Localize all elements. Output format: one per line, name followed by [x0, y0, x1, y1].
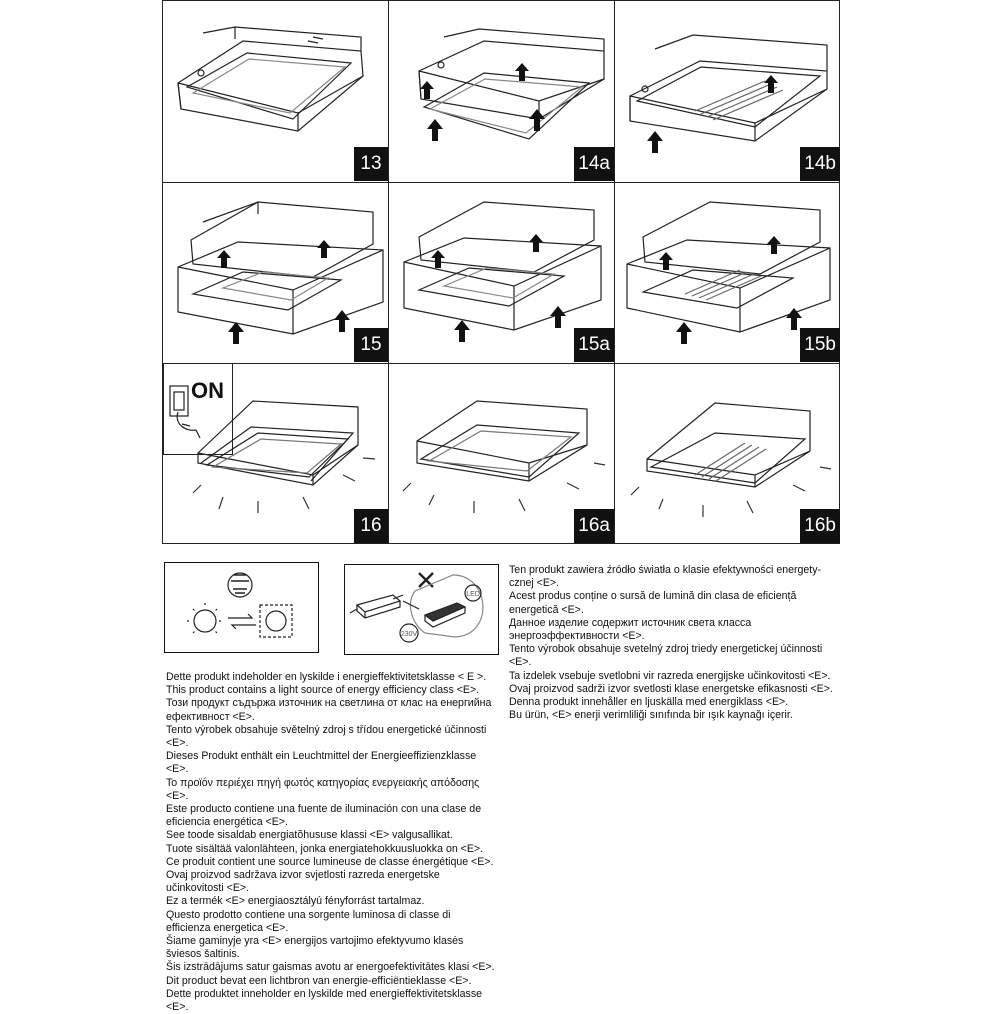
- energy-class-line: šviesos šaltinis.: [166, 948, 240, 961]
- energy-class-line: Questo prodotto contiene una sorgente luminosa di classe di: [166, 908, 451, 921]
- step-16b-panel: [615, 363, 841, 544]
- energy-class-line: Bu ürün, <E> enerji verimliliği sınıfında bir ışık kaynağı içerir.: [509, 709, 793, 722]
- energy-class-line: Dieses Produkt enthält ein Leuchtmittel der Energieeffizienzklasse: [166, 750, 477, 763]
- energy-class-line: <E>.: [509, 656, 532, 669]
- energy-class-line: See toode sisaldab energiatõhususe klassi <E> valgusallikat.: [166, 829, 453, 842]
- energy-class-line: energetică <E>.: [509, 603, 584, 616]
- energy-class-line: Šiame gaminyje yra <E> energijos vartojimo efektyvumo klasės: [166, 935, 464, 948]
- energy-class-line: Ce produit contient une source lumineuse de classe énergétique <E>.: [166, 855, 494, 868]
- energy-class-line: Tuote sisältää valonlähteen, jonka energiatehokkuusluokka on <E>.: [166, 842, 484, 855]
- energy-class-line: Ta izdelek vsebuje svetlobni vir razreda energijske učinkovitosti <E>.: [509, 669, 831, 682]
- step-label: 14a: [574, 147, 614, 181]
- energy-class-line: <E>.: [166, 1001, 189, 1014]
- step-label: 15: [354, 328, 388, 362]
- energy-class-line: <E>.: [166, 789, 189, 802]
- step-label: 15a: [574, 328, 614, 362]
- step-15a-panel: [389, 182, 615, 363]
- energy-class-line: ефективност <E>.: [166, 710, 255, 723]
- technician-icon: [228, 573, 252, 597]
- energy-class-line: Dit product bevat een lichtbron van energie-efficiëntieklasse <E>.: [166, 974, 472, 987]
- led-tag: LED: [466, 591, 480, 598]
- energy-class-line: Dette produkt indeholder en lyskilde i energieffektivitetsklasse < E >.: [166, 671, 487, 683]
- step-14b-panel: [615, 1, 841, 182]
- step-16-panel: [163, 363, 389, 544]
- step-15b-panel: [615, 182, 841, 363]
- no-led-replacement-box: [344, 564, 499, 655]
- instruction-grid: [162, 0, 840, 544]
- step-13-panel: [163, 1, 389, 182]
- energy-class-line: <E>.: [166, 737, 189, 750]
- step-label: 16a: [574, 509, 614, 543]
- energy-class-line: Този продукт съдържа източник на светлина от клас на енергийна: [166, 697, 492, 710]
- step-15-panel: [163, 182, 389, 363]
- energy-class-line: This product contains a light source of energy efficiency class <E>.: [166, 684, 480, 697]
- energy-class-line: Šis izstrādājums satur gaismas avotu ar energoefektivitātes klasi <E>.: [166, 961, 495, 974]
- energy-class-line: Dette produktet inneholder en lyskilde med energieffektivitetsklasse: [166, 987, 483, 1000]
- energy-class-line: učinkovitosti <E>.: [166, 882, 250, 895]
- driver-icon: [350, 595, 403, 618]
- energy-class-line: Το προϊόν περιέχει πηγή φωτός κατηγορίας ενεργειακής απόδοσης: [166, 776, 480, 789]
- energy-class-line: энергоэффективности <E>.: [509, 630, 645, 643]
- energy-class-line: Ovaj proizvod sadržava izvor svjetlosti razreda energetske: [166, 869, 440, 882]
- step-16a-panel: [389, 363, 615, 544]
- step-label: 16b: [800, 509, 840, 543]
- service-replacement-box: [164, 562, 319, 653]
- energy-class-line: Este producto contiene una fuente de iluminación con una clase de: [166, 803, 482, 816]
- step-label: 15b: [800, 328, 840, 362]
- on-label: ON: [191, 378, 224, 403]
- replacement-light-source-icon: [260, 605, 292, 637]
- energy-class-line: cznej <E>.: [509, 577, 560, 590]
- swap-arrows-icon: [228, 614, 256, 629]
- energy-class-text-col1: [166, 671, 506, 1014]
- energy-class-line: Denna produkt innehåller en ljuskälla med energiklass <E>.: [509, 696, 789, 709]
- energy-class-line: Tento výrobek obsahuje světelný zdroj s třídou energetické účinnosti: [166, 723, 487, 736]
- energy-class-line: eficiencia energética <E>.: [166, 816, 288, 829]
- energy-class-text-col2: [509, 564, 839, 722]
- light-source-icon: [187, 603, 223, 633]
- energy-class-line: Acest produs conține o sursă de lumină din clasa de eficiență: [509, 590, 797, 603]
- energy-class-line: <E>.: [166, 763, 189, 776]
- step-14a-panel: [389, 1, 615, 182]
- step-label: 14b: [800, 147, 840, 181]
- energy-class-line: Ovaj proizvod sadrži izvor svetlosti klase energetske efikasnosti <E>.: [509, 682, 833, 695]
- energy-class-line: Данное изделие содержит источник света класса: [509, 616, 752, 629]
- step-label: 16: [354, 509, 388, 543]
- energy-class-line: efficienza energetica <E>.: [166, 921, 289, 934]
- step-label: 13: [354, 147, 388, 181]
- energy-class-line: Ez a termék <E> energiaosztályú fényforrást tartalmaz.: [166, 895, 425, 908]
- energy-class-line: Ten produkt zawiera źródło światła o klasie efektywności energety-: [509, 564, 822, 576]
- energy-class-line: Tento výrobok obsahuje svetelný zdroj triedy energetickej účinnosti: [509, 643, 823, 656]
- voltage-tag: 230V: [400, 631, 418, 638]
